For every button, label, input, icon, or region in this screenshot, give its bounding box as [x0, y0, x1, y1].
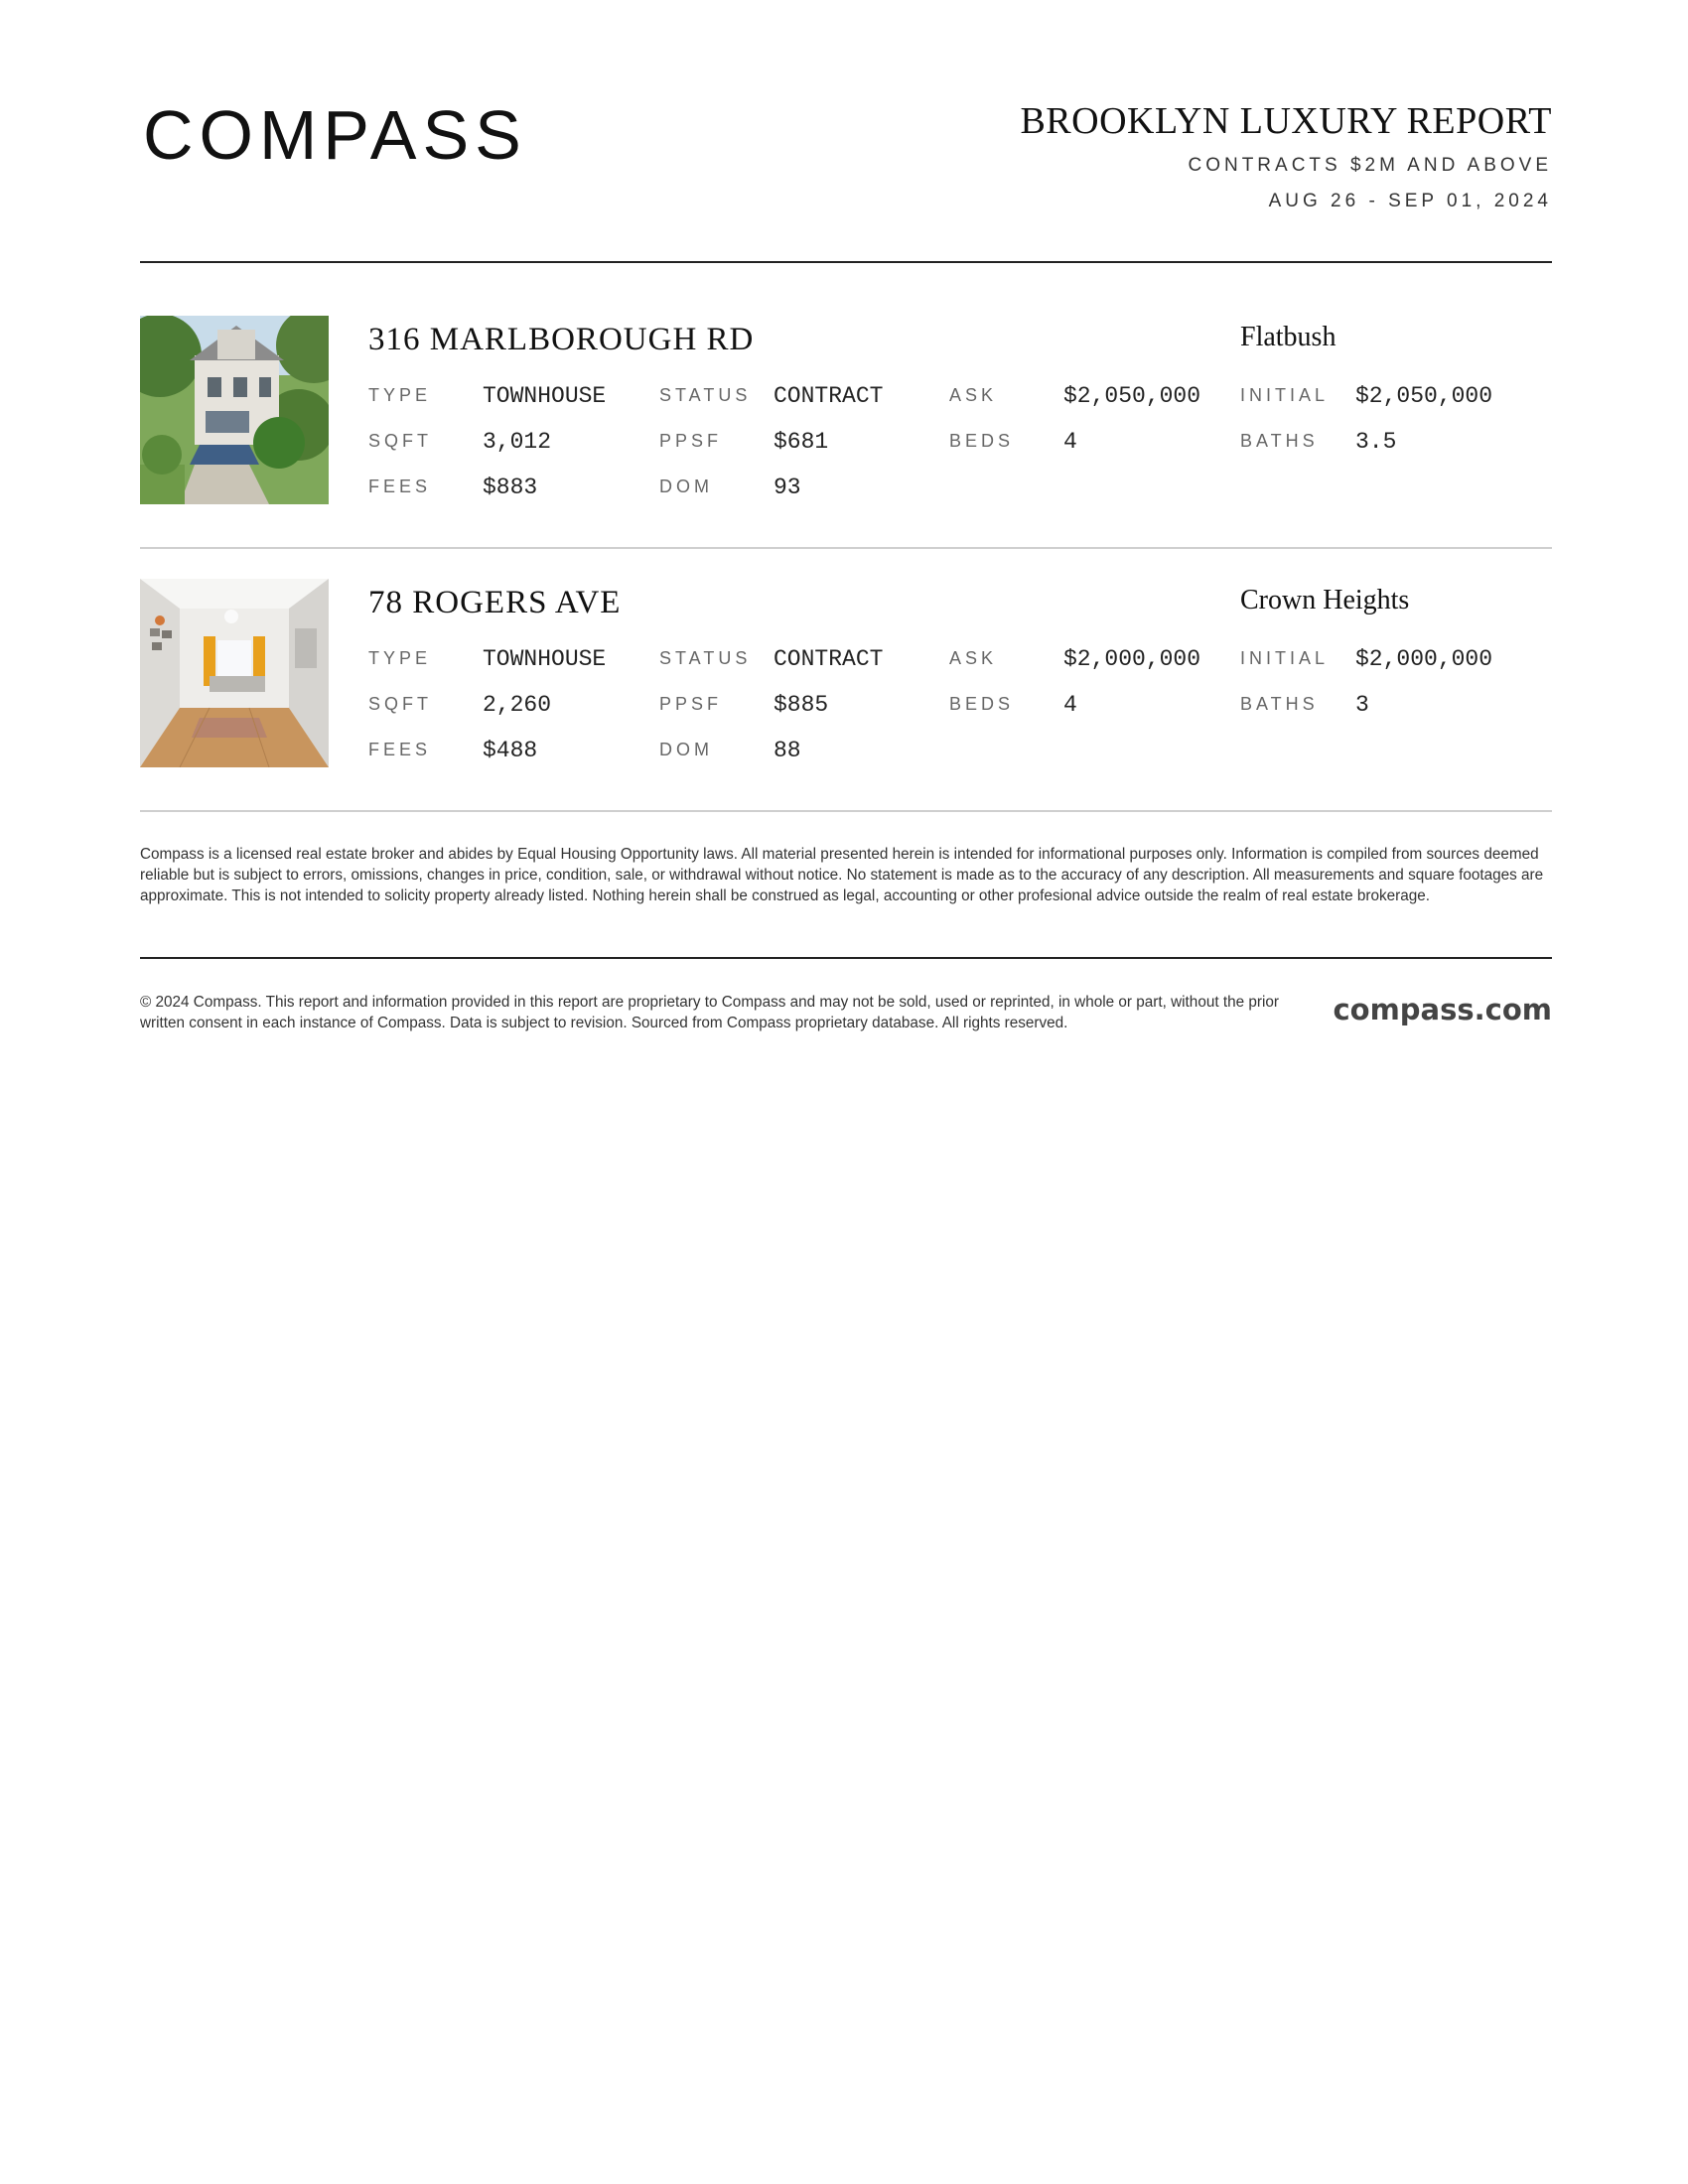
report-date-range: AUG 26 - SEP 01, 2024 [1268, 191, 1552, 211]
report-subtitle: CONTRACTS $2M AND ABOVE [1188, 155, 1552, 176]
value-beds: 4 [1063, 429, 1077, 455]
value-initial: $2,000,000 [1355, 646, 1493, 672]
compass-logo [143, 101, 570, 169]
value-ask: $2,050,000 [1063, 383, 1201, 409]
value-type: TOWNHOUSE [483, 383, 607, 409]
label-initial: INITIAL [1240, 648, 1330, 668]
value-fees: $883 [483, 475, 538, 500]
house-exterior-photo-icon [140, 316, 329, 504]
listing-divider [140, 547, 1552, 549]
label-fees: FEES [368, 740, 432, 759]
report-title: BROOKLYN LUXURY REPORT [1020, 100, 1552, 142]
label-type: TYPE [368, 648, 432, 668]
listing-photo[interactable] [140, 579, 329, 767]
value-sqft: 3,012 [483, 429, 552, 455]
living-room-photo-icon [140, 579, 329, 767]
label-type: TYPE [368, 385, 432, 405]
label-baths: BATHS [1240, 694, 1319, 714]
listing-photo[interactable] [140, 316, 329, 504]
label-beds: BEDS [949, 694, 1015, 714]
footer-divider [140, 957, 1552, 959]
value-type: TOWNHOUSE [483, 646, 607, 672]
value-fees: $488 [483, 738, 538, 763]
label-sqft: SQFT [368, 694, 432, 714]
label-ask: ASK [949, 385, 998, 405]
value-dom: 88 [774, 738, 801, 763]
value-baths: 3.5 [1355, 429, 1397, 455]
value-status: CONTRACT [774, 646, 884, 672]
website-link[interactable]: compass.com [1333, 993, 1552, 1026]
value-ask: $2,000,000 [1063, 646, 1201, 672]
compass-logo-mark [143, 101, 570, 169]
listings-end-divider [140, 810, 1552, 812]
value-sqft: 2,260 [483, 692, 552, 718]
label-dom: DOM [659, 477, 713, 496]
listing-neighborhood: Flatbush [1240, 322, 1336, 352]
label-status: STATUS [659, 385, 752, 405]
value-ppsf: $885 [774, 692, 829, 718]
value-baths: 3 [1355, 692, 1369, 718]
label-fees: FEES [368, 477, 432, 496]
label-sqft: SQFT [368, 431, 432, 451]
listing-row[interactable] [140, 579, 1552, 767]
value-ppsf: $681 [774, 429, 829, 455]
value-status: CONTRACT [774, 383, 884, 409]
logo-wordmark: COMPASS [143, 101, 527, 169]
label-dom: DOM [659, 740, 713, 759]
copyright-notice: © 2024 Compass. This report and information provided in this report are proprietary to Compass and may not be sold, used or reprinted, in whole or part, without the prior written consent in each instance of Compass. Data is subject to revision. Sourced from Compass proprietary database. All rights reserved. [140, 994, 1279, 1031]
listing-address[interactable]: 78 ROGERS AVE [368, 585, 622, 620]
label-baths: BATHS [1240, 431, 1319, 451]
label-status: STATUS [659, 648, 752, 668]
header-divider [140, 261, 1552, 263]
listing-row[interactable] [140, 316, 1552, 504]
label-beds: BEDS [949, 431, 1015, 451]
value-initial: $2,050,000 [1355, 383, 1493, 409]
value-beds: 4 [1063, 692, 1077, 718]
value-dom: 93 [774, 475, 801, 500]
listing-address[interactable]: 316 MARLBOROUGH RD [368, 322, 755, 357]
listing-neighborhood: Crown Heights [1240, 585, 1410, 615]
label-ppsf: PPSF [659, 431, 723, 451]
legal-disclaimer: Compass is a licensed real estate broker and abides by Equal Housing Opportunity laws. All material presented herein is intended for informational purposes only. Information is compiled from sources deemed reliable but is subject to errors, omissions, changes in price, condition, sale, or withdrawal without notice. No statement is made as to the accuracy of any description. All measurements and square footages are approximate. This is not intended to solicity property already listed. Nothing herein shall be construed as legal, accounting or other profesional advice outside the realm of real estate brokerage. [140, 846, 1544, 904]
label-ask: ASK [949, 648, 998, 668]
label-initial: INITIAL [1240, 385, 1330, 405]
label-ppsf: PPSF [659, 694, 723, 714]
report-header [140, 95, 1552, 224]
